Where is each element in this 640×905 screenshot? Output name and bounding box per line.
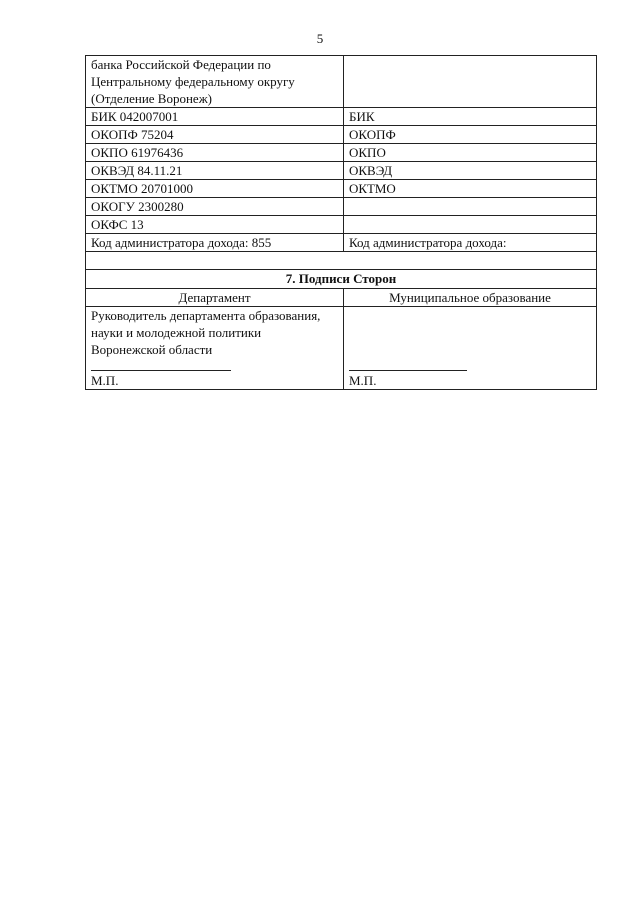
bank-name-cell-right (344, 56, 597, 108)
stamp-place-label: М.П. (349, 373, 377, 388)
bank-name-cell (86, 56, 344, 108)
bank-line: банка Российской Федерации по (91, 57, 271, 72)
position-line: науки и молодежной политики (91, 325, 262, 340)
requisite-row (86, 144, 597, 162)
requisite-right: Код администратора дохода: (344, 234, 597, 252)
requisite-right: ОКВЭД (344, 162, 597, 180)
requisite-row (86, 180, 597, 198)
requisite-right (344, 216, 597, 234)
requisite-left: ОКВЭД 84.11.21 (86, 162, 344, 180)
requisite-right (344, 198, 597, 216)
requisite-left: ОКПО 61976436 (86, 144, 344, 162)
requisite-right: ОКТМО (344, 180, 597, 198)
requisite-left: БИК 042007001 (86, 108, 344, 126)
stamp-place-label: М.П. (91, 373, 119, 388)
requisite-left: ОКОГУ 2300280 (86, 198, 344, 216)
position-line: Руководитель департамента образования, (91, 308, 321, 323)
requisite-row (86, 162, 597, 180)
requisite-right: ОКПО (344, 144, 597, 162)
requisite-right: ОКОПФ (344, 126, 597, 144)
spacer-cell (86, 252, 597, 270)
party-left: Департамент (86, 289, 344, 307)
requisites-table (85, 55, 597, 390)
bank-line: (Отделение Воронеж) (91, 91, 213, 106)
position-line: Воронежской области (91, 342, 213, 357)
requisite-left: ОКФС 13 (86, 216, 344, 234)
requisite-row (86, 216, 597, 234)
requisite-row (86, 108, 597, 126)
page-number: 5 (316, 31, 324, 46)
requisite-row (86, 126, 597, 144)
signature-left-cell (86, 307, 344, 390)
requisite-row (86, 234, 597, 252)
bank-line: Центральному федеральному округу (91, 74, 295, 89)
requisite-left: ОКОПФ 75204 (86, 126, 344, 144)
signature-line (91, 370, 231, 371)
requisite-left: Код администратора дохода: 855 (86, 234, 344, 252)
spacer-row (86, 252, 597, 270)
requisite-right: БИК (344, 108, 597, 126)
requisite-left: ОКТМО 20701000 (86, 180, 344, 198)
bank-row (86, 56, 597, 108)
signature-line (349, 370, 467, 371)
parties-row (86, 289, 597, 307)
signature-row (86, 307, 597, 390)
party-right: Муниципальное образование (344, 289, 597, 307)
signature-right-cell (344, 307, 597, 390)
requisite-row (86, 198, 597, 216)
signatures-title-row (86, 270, 597, 289)
signatures-title: 7. Подписи Сторон (86, 270, 597, 289)
